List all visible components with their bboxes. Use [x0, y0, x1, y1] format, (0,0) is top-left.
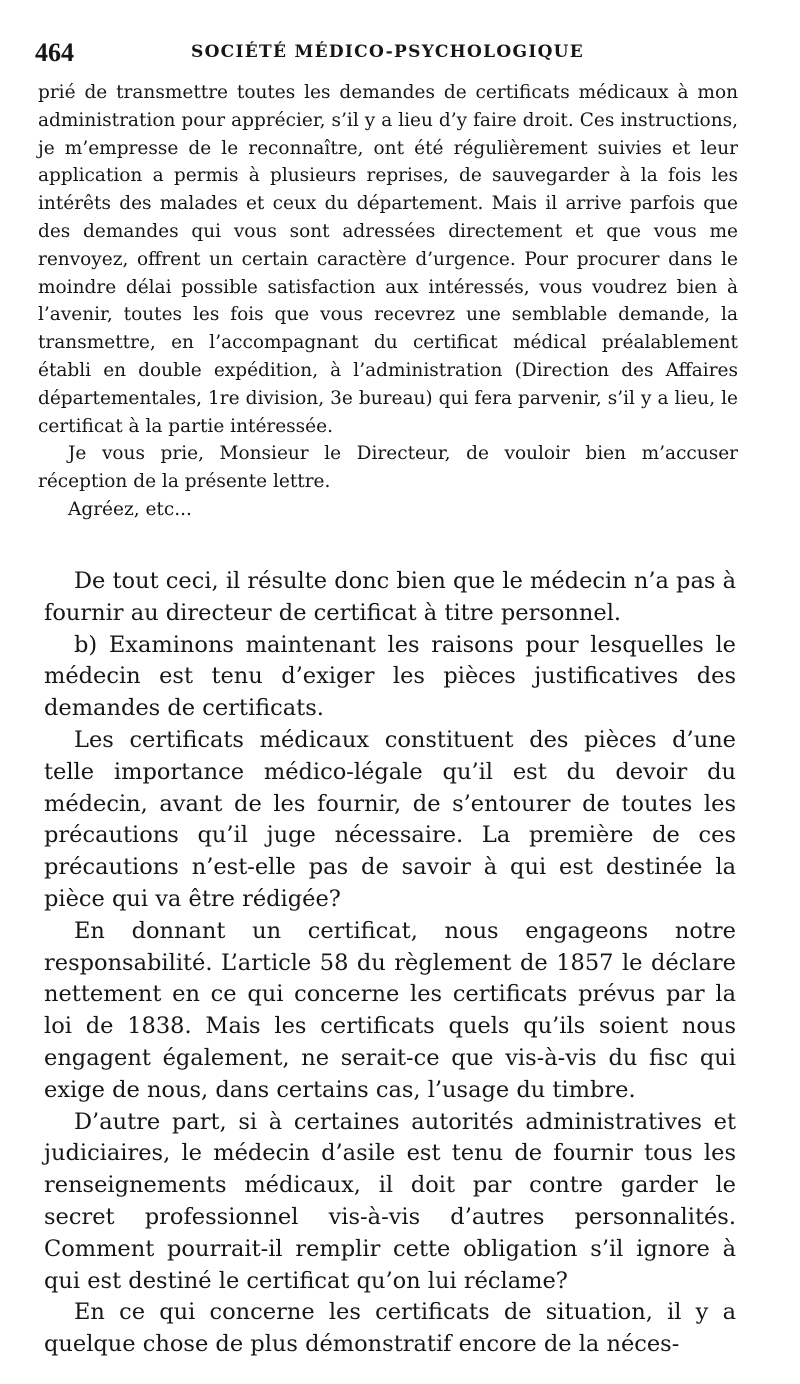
- body-paragraph: D’autre part, si à certaines autorités administratives et judiciaires, le médecin d’asile est tenu de fournir tous les renseignements médicaux, il doit par contre garder le secret professionnel vis-à-vis d’autres personnalités. Comment pourrait-il remplir cette obligation s’il ignore à qui est destiné le certificat qu’on lui réclame?: [44, 1108, 736, 1294]
- body-paragraph: En donnant un certificat, nous engageons notre responsabilité. L’article 58 du règlement de 1857 le déclare nettement en ce qui concerne les certificats prévus par la loi de 1838. Mais les certificats quels qu’ils soient nous engagent également, ne serait-ce que vis-à-vis du fisc qui exige de nous, dans certains cas, l’usage du timbre.: [44, 917, 736, 1103]
- main-text: [44, 566, 736, 1361]
- page-number: 464: [35, 38, 74, 67]
- letter-closing: Agréez, etc...: [68, 498, 192, 520]
- body-paragraph: Les certificats médicaux constituent des pièces d’une telle importance médico-légale qu’il est du devoir du médecin, avant de les fournir, de s’entourer de toutes les précautions qu’il juge nécessaire. La première de ces précautions n’est-elle pas de savoir à qui est destinée la pièce qui va être rédigée?: [44, 726, 736, 912]
- body-paragraph: En ce qui concerne les certificats de situation, il y a quelque chose de plus démonstratif encore de la néces-: [44, 1299, 736, 1358]
- body-paragraph: De tout ceci, il résulte donc bien que le médecin n’a pas à fournir au directeur de certificat à titre personnel.: [44, 568, 736, 626]
- letter-paragraph: prié de transmettre toutes les demandes de certificats médicaux à mon administration pour apprécier, s’il y a lieu d’y faire droit. Ces instructions, je m’empresse de le reconnaître, ont été régulièrement suivies et leur application a permis à plusieurs reprises, de sauvegarder à la fois les intérêts des malades et ceux du département. Mais il arrive parfois que des demandes qui vous sont adressées directement et que vous me renvoyez, offrent un certain caractère d’urgence. Pour procurer dans le moindre délai possible satisfaction aux intéressés, vous voudrez bien à l’avenir, toutes les fois que vous recevrez une semblable demande, la transmettre, en l’accompagnant du certificat médical préalablement établi en double expédition, à l’administration (Direction des Affaires départementales, 1re division, 3e bureau) qui fera parvenir, s’il y a lieu, le certificat à la partie intéressée.: [38, 82, 738, 437]
- page-header: [35, 38, 755, 68]
- letter-paragraph: Je vous prie, Monsieur le Directeur, de vouloir bien m’accuser réception de la présente lettre.: [38, 443, 738, 493]
- body-paragraph: b) Examinons maintenant les raisons pour lesquelles le médecin est tenu d’exiger les pièces justificatives des demandes de certificats.: [44, 631, 736, 722]
- running-title: SOCIÉTÉ MÉDICO-PSYCHOLOGIQUE: [191, 42, 585, 62]
- quoted-letter: [38, 79, 738, 524]
